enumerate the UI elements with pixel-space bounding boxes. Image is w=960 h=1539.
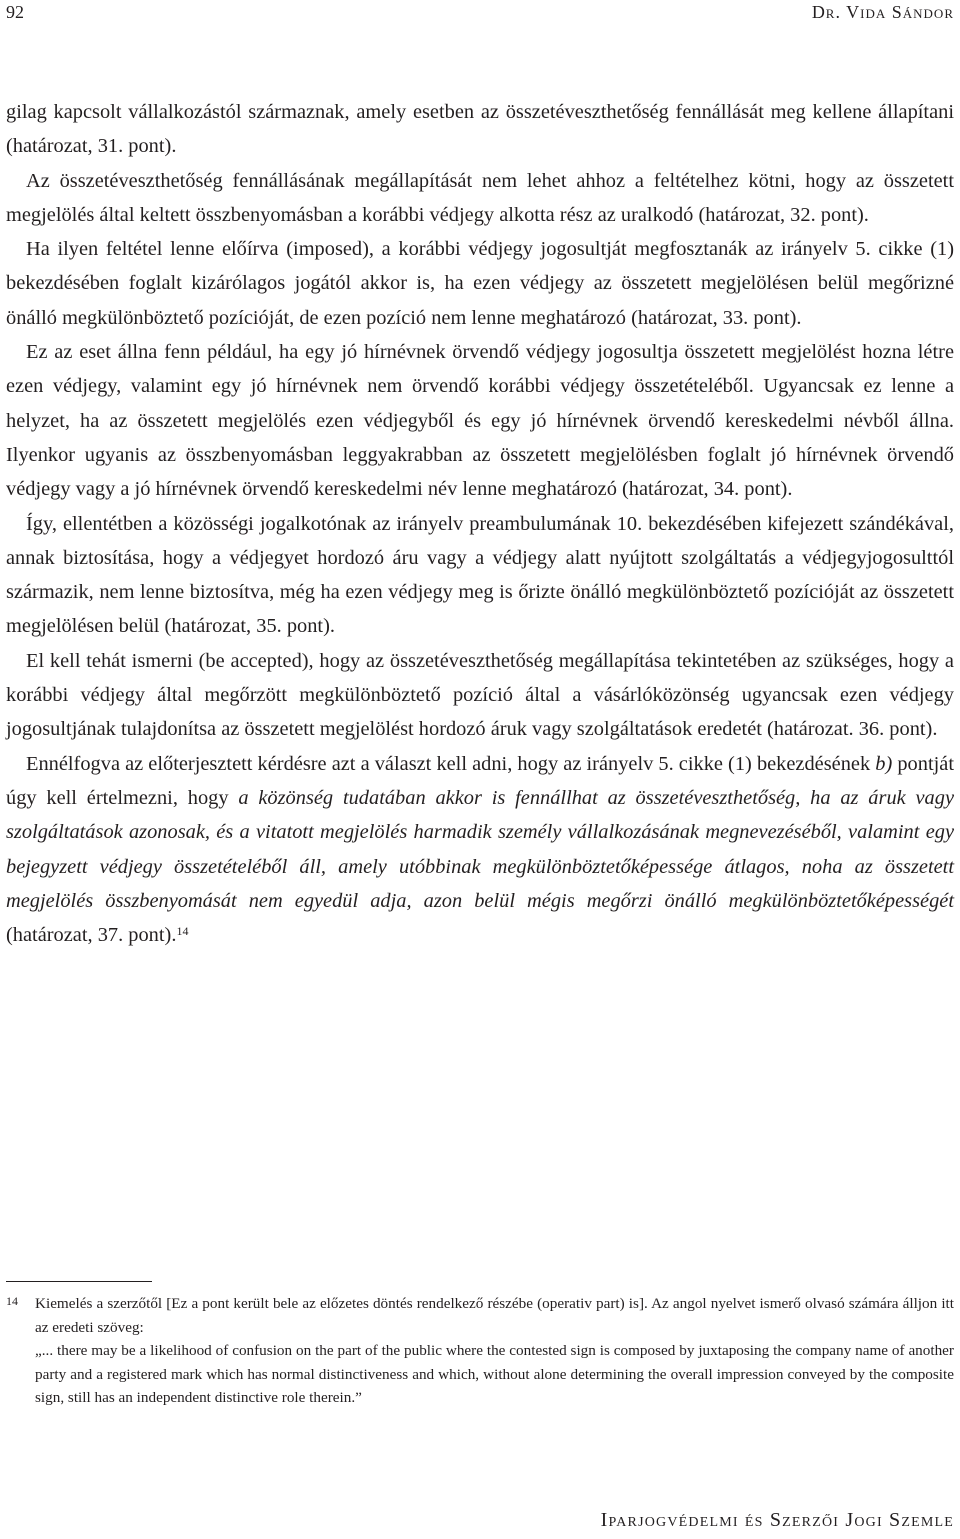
paragraph-2: Az összetéveszthetőség fennállásának megállapítását nem lehet ahhoz a feltételhez kötni, hogy az összetett megjelölés által keltett összbenyomásban a korábbi védjegy alkotta rész az uralkodó (határozat, 32. pont).	[6, 169, 954, 226]
conclusion-point-label: b)	[875, 752, 893, 775]
main-body-text	[6, 95, 954, 952]
paragraph-4: Ez az eset állna fenn például, ha egy jó hírnévnek örvendő védjegy jogosultja összetett megjelölést hozna létre ezen védjegy, valamint egy jó hírnévnek nem örvendő korábbi védjegy összetételéből. Ugyancsak ez lenne a helyzet, ha az összetett megjelölés ezen védjegyből és egy jó hírnévnek örvendő kereskedelmi névből állna. Ilyenkor ugyanis az összbenyomásban leggyakrabban az összetett megjelölésben foglalt jó hírnévnek örvendő védjegy vagy a jó hírnévnek örvendő kereskedelmi név lenne meghatározó (határozat, 34. pont).	[6, 341, 954, 501]
running-head-author: Dr. Vida Sándor	[811, 2, 954, 22]
page-number: 92	[6, 2, 24, 22]
paragraph-conclusion	[6, 747, 954, 953]
paragraph-5: Így, ellentétben a közösségi jogalkotónak az irányelv preambulumának 10. bekezdésében kifejezett szándékával, annak biztosítása, hogy a védjegyet hordozó áru vagy a védjegy alatt nyújtott szolgáltatás a védjegyjogosulttól származik, nem lenne biztosítva, még ha ezen védjegy meg is őrizte önálló megkülönböztető pozícióját az összetett megjelölésen belül (határozat, 35. pont).	[6, 512, 954, 638]
conclusion-tail: (határozat, 37. pont).	[6, 924, 177, 947]
footnote-quote: „... there may be a likelihood of confusion on the part of the public where the contested sign is composed by juxtaposing the company name of another party and a registered mark which has normal distinctiveness and which, without alone determining the overall impression conveyed by the composite sign, still has an independent distinctive role therein.”	[35, 1342, 954, 1407]
footnote-intro: Kiemelés a szerzőtől [Ez a pont került bele az előzetes döntés rendelkező részébe (operativ part) is]. Az angol nyelvet ismerő olvasó számára álljon itt az eredeti szöveg:	[35, 1295, 954, 1336]
footnote-separator	[6, 1281, 152, 1282]
paragraph-1: gilag kapcsolt vállalkozástól származnak, amely esetben az összetéveszthetőség fennállását meg kellene állapítani (határozat, 31. pont).	[6, 101, 954, 158]
conclusion-lead: Ennélfogva az előterjesztett kérdésre azt a választ kell adni, hogy az irányelv 5. cikke (1) bekezdésének	[26, 752, 876, 775]
conclusion-ruling-italic: a közönség tudatában akkor is fennállhat az összetéveszthetőség, ha az áruk vagy szolgáltatások azonosak, és a vitatott megjelölés harmadik személy vállalkozásának megnevezéséből, valamint egy bejegyzett védjegy összetételéből áll, amely utóbbinak megkülönböztetőképessége átlagos, noha az összetett megjelölés összbenyomását nem egyedül adja, azon belül mégis megőrzi önálló megkülönböztetőképességét	[6, 786, 954, 912]
journal-title-footer: Iparjogvédelmi és Szerzői Jogi Szemle	[600, 1509, 954, 1531]
page-header	[6, 0, 954, 28]
paragraph-3: Ha ilyen feltétel lenne előírva (imposed), a korábbi védjegy jogosultját megfosztanák az irányelv 5. cikke (1) bekezdésében foglalt kizárólagos jogától akkor is, ha ezen védjegy az összetett megjelölésen belül megőrizné önálló megkülönböztető pozícióját, de ezen pozíció nem lenne meghatározó (határozat, 33. pont).	[6, 238, 954, 329]
footnote-number: 14	[6, 1294, 18, 1308]
footnote-14	[6, 1292, 954, 1410]
paragraph-6: El kell tehát ismerni (be accepted), hogy az összetéveszthetőség megállapítása tekintetében az szükséges, hogy a korábbi védjegy által megőrzött megkülönböztető pozíció által a vásárlóközönség ugyancsak ezen védjegy jogosultjának tulajdonítsa az összetett megjelölést hordozó áruk vagy szolgáltatások eredetét (határozat. 36. pont).	[6, 649, 954, 741]
footnote-body	[35, 1292, 954, 1410]
conclusion-mid: pontját úgy kell értelmezni, hogy	[6, 752, 954, 809]
footnote-reference[interactable]: 14	[176, 924, 189, 939]
